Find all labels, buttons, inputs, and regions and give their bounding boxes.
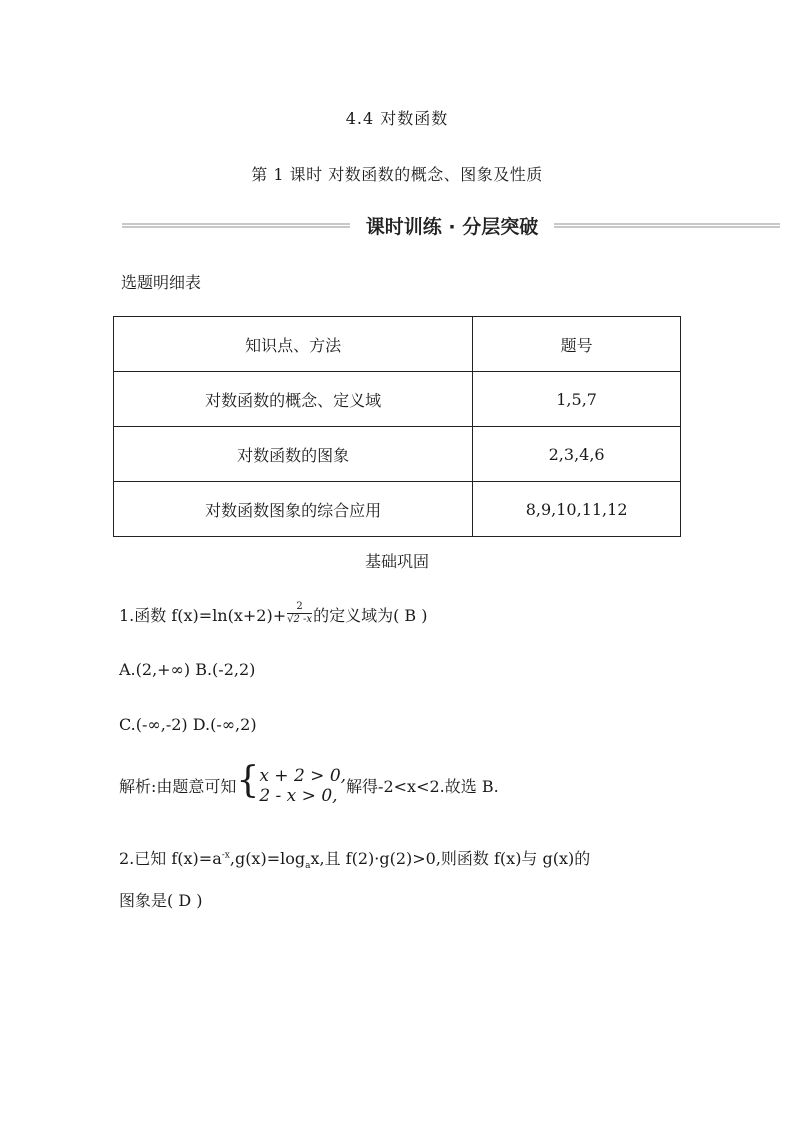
header-cell-topic: 知识点、方法 [114,317,473,372]
table-cell: 1,5,7 [473,372,681,427]
q1-system-row: x + 2 > 0, [259,765,347,786]
banner-rule-right [554,223,780,229]
lesson-title: 第 1 课时 对数函数的概念、图象及性质 [251,165,543,184]
q1-inequality-system [236,760,347,810]
subheading: 基础巩固 [364,552,429,571]
q2-part2: ,g(x)=log [229,849,306,868]
table-cell: 对数函数的概念、定义域 [114,372,473,427]
header-cell-number: 题号 [473,317,681,372]
table-row [114,427,681,482]
brace-icon: { [236,760,260,801]
q2-log-base: a [305,861,311,872]
table-header-row [114,317,681,372]
banner [122,212,780,236]
q2-line2: 图象是( D ) [119,891,203,910]
table-row [114,482,681,537]
q1-fraction [287,601,312,626]
q1-prefix: 1.函数 f(x)=ln(x+2)+ [119,606,287,625]
q1-options-ab: A.(2,+∞) B.(-2,2) [119,660,256,679]
q1-options-cd: C.(-∞,-2) D.(-∞,2) [119,715,257,734]
detail-table-label: 选题明细表 [121,273,202,292]
table-cell: 对数函数的图象 [114,427,473,482]
q1-frac-num: 2 [296,601,303,612]
banner-text: 课时训练 · 分层突破 [365,216,539,238]
table-row [114,372,681,427]
q1-analysis-prefix: 解析:由题意可知 [119,776,237,796]
table-cell: 8,9,10,11,12 [473,482,681,537]
q1-system-row: 2 - x > 0, [259,785,338,806]
table-cell: 对数函数图象的综合应用 [114,482,473,537]
q2-exponent: -x [221,850,230,861]
q1-suffix: 的定义域为( B ) [313,606,428,625]
q2-part1: 2.已知 f(x)=a [119,849,222,868]
q1-analysis [119,760,499,810]
question-1 [119,603,427,629]
q1-analysis-suffix: 解得-2<x<2.故选 B. [346,776,499,796]
detail-table [113,316,681,537]
question-2 [119,846,590,871]
q1-frac-den: √2 -x [287,614,313,625]
banner-rule-left [122,223,350,229]
table-cell: 2,3,4,6 [473,427,681,482]
q2-part3: x,且 f(2)·g(2)>0,则函数 f(x)与 g(x)的 [310,849,591,868]
section-title: 4.4 对数函数 [345,109,449,128]
